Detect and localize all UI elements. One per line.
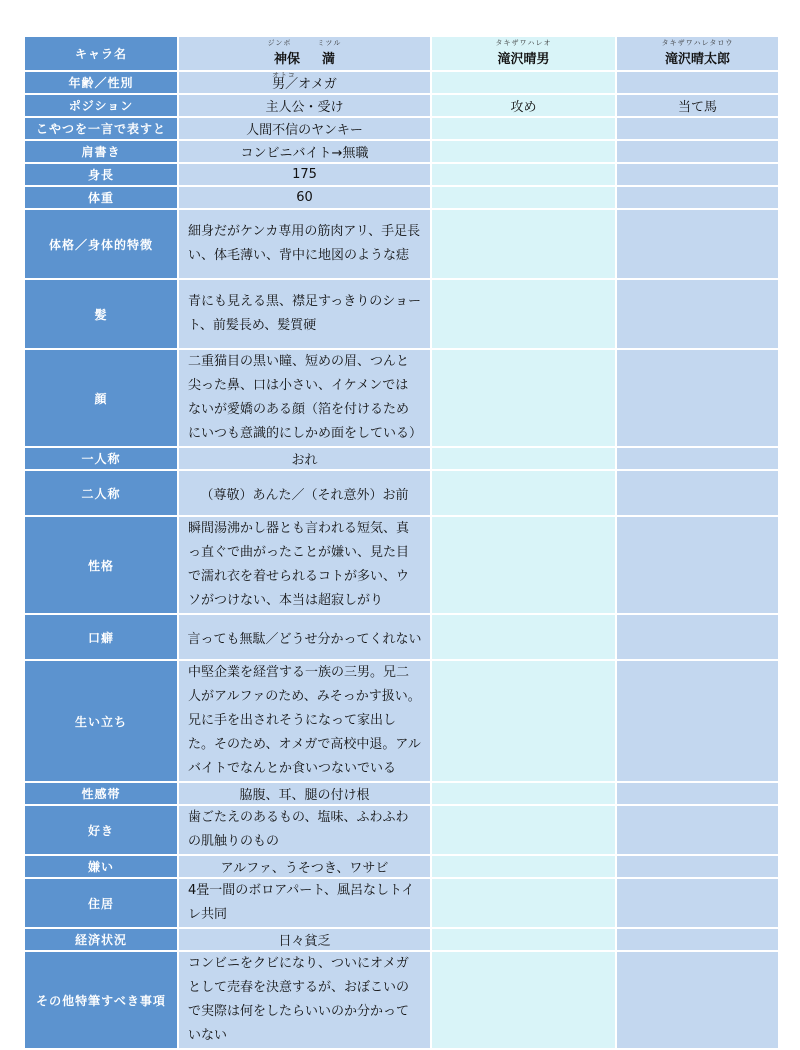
character-3-value	[617, 661, 778, 781]
row-label: 嫌い	[25, 856, 177, 877]
character-2-value	[432, 187, 615, 208]
character-2-value	[432, 210, 615, 278]
character-2-value	[432, 164, 615, 185]
character-3-value	[617, 856, 778, 877]
character-3-value	[617, 952, 778, 1048]
row-personality	[25, 517, 778, 613]
character-2-name: 滝沢晴男	[497, 52, 550, 67]
row-label: 口癖	[25, 615, 177, 659]
character-3-name: 滝沢晴太郎	[664, 52, 730, 67]
character-1-value: 細身だがケンカ専用の筋肉アリ、手足長い、体毛薄い、背中に地図のような痣	[179, 210, 430, 278]
row-likes	[25, 806, 778, 854]
row-label: 体格／身体的特徴	[25, 210, 177, 278]
character-2-value	[432, 615, 615, 659]
character-1-value: 瞬間湯沸かし器とも言われる短気、真っ直ぐで曲がったことが嫌い、見た目で濡れ衣を着せられるコトが多い、ウソがつけない、本当は超寂しがり	[179, 517, 430, 613]
row-character-name	[25, 37, 778, 70]
character-1-value: 4畳一間のボロアパート、風呂なしトイレ共同	[179, 879, 430, 927]
row-label: 性感帯	[25, 783, 177, 804]
character-2-value	[432, 806, 615, 854]
character-2-value	[432, 952, 615, 1048]
character-3-value	[617, 118, 778, 139]
row-label: 生い立ち	[25, 661, 177, 781]
row-label: 一人称	[25, 448, 177, 469]
row-finances	[25, 929, 778, 950]
row-height	[25, 164, 778, 185]
row-label: 経済状況	[25, 929, 177, 950]
character-3-value	[617, 141, 778, 162]
character-3-value	[617, 929, 778, 950]
row-position	[25, 95, 778, 116]
character-1-value: コンビニをクビになり、ついにオメガとして売春を決意するが、おぼこいので実際は何をしたらいいのか分かっていない	[179, 952, 430, 1048]
row-dislikes	[25, 856, 778, 877]
row-catchphrase	[25, 615, 778, 659]
row-label: 体重	[25, 187, 177, 208]
character-1-value: 主人公・受け	[179, 95, 430, 116]
character-2-value	[432, 783, 615, 804]
row-label: キャラ名	[25, 37, 177, 70]
gender-ruby: オトコ	[272, 72, 296, 79]
row-one-word	[25, 118, 778, 139]
row-label: 住居	[25, 879, 177, 927]
row-label: 性格	[25, 517, 177, 613]
character-1-ruby-given: ミツル	[317, 39, 342, 47]
character-1-value: 日々貧乏	[179, 929, 430, 950]
character-3-value: 当て馬	[617, 95, 778, 116]
character-1-name-cell	[179, 37, 430, 70]
character-1-value: （尊敬）あんた／（それ意外）お前	[179, 471, 430, 515]
character-2-value	[432, 280, 615, 348]
character-1-value: 青にも見える黒、襟足すっきりのショート、前髪長め、髪質硬	[179, 280, 430, 348]
character-1-value: 中堅企業を経営する一族の三男。兄二人がアルファのため、みそっかす扱い。兄に手を出されそうになって家出した。そのため、オメガで高校中退。アルバイトでなんとか食いつないでいる	[179, 661, 430, 781]
row-title	[25, 141, 778, 162]
character-3-value	[617, 280, 778, 348]
row-label: 好き	[25, 806, 177, 854]
character-1-value: 脇腹、耳、腿の付け根	[179, 783, 430, 804]
row-face	[25, 350, 778, 446]
character-3-value	[617, 783, 778, 804]
row-second-person	[25, 471, 778, 515]
character-3-name-cell	[617, 37, 778, 70]
row-hair	[25, 280, 778, 348]
character-1-value: アルファ、うそつき、ワサビ	[179, 856, 430, 877]
character-2-ruby: タキザワハレオ	[495, 39, 552, 47]
row-label: 身長	[25, 164, 177, 185]
character-3-value	[617, 471, 778, 515]
character-2-value	[432, 118, 615, 139]
character-3-value	[617, 72, 778, 93]
character-1-given-name: 満	[322, 52, 336, 67]
character-1-value: おれ	[179, 448, 430, 469]
character-3-value	[617, 210, 778, 278]
character-2-value: 攻め	[432, 95, 615, 116]
character-1-value: コンビニバイト→無職	[179, 141, 430, 162]
character-3-value	[617, 187, 778, 208]
character-2-value	[432, 72, 615, 93]
character-3-value	[617, 350, 778, 446]
character-3-value	[617, 448, 778, 469]
character-1-value: 言っても無駄／どうせ分かってくれない	[179, 615, 430, 659]
character-3-ruby: タキザワハレタロウ	[661, 39, 734, 47]
character-2-value	[432, 448, 615, 469]
row-physique	[25, 210, 778, 278]
row-label: その他特筆すべき事項	[25, 952, 177, 1048]
character-2-value	[432, 879, 615, 927]
age-gender-value: 男／オメガ	[272, 77, 337, 92]
character-3-value	[617, 517, 778, 613]
character-2-value	[432, 350, 615, 446]
character-3-value	[617, 806, 778, 854]
character-1-family-name: 神保	[273, 52, 300, 67]
row-first-person	[25, 448, 778, 469]
character-2-value	[432, 661, 615, 781]
character-2-value	[432, 856, 615, 877]
character-2-value	[432, 141, 615, 162]
character-2-name-cell	[432, 37, 615, 70]
row-other-notes	[25, 952, 778, 1048]
row-background	[25, 661, 778, 781]
character-1-value: 60	[179, 187, 430, 208]
character-2-value	[432, 517, 615, 613]
character-sheet-table	[23, 35, 780, 1050]
character-1-value: 二重猫目の黒い瞳、短めの眉、つんと尖った鼻、口は小さい、イケメンではないが愛嬌のある顔（箔を付けるためにいつも意識的にしかめ面をしている）	[179, 350, 430, 446]
row-label: こやつを一言で表すと	[25, 118, 177, 139]
character-3-value	[617, 615, 778, 659]
row-label: 二人称	[25, 471, 177, 515]
row-label: 髪	[25, 280, 177, 348]
character-1-ruby-family: ジンボ	[267, 39, 292, 47]
row-weight	[25, 187, 778, 208]
character-1-value: 人間不信のヤンキー	[179, 118, 430, 139]
character-1-value	[179, 72, 430, 93]
character-3-value	[617, 164, 778, 185]
row-label: 顔	[25, 350, 177, 446]
row-label: ポジション	[25, 95, 177, 116]
character-2-value	[432, 471, 615, 515]
character-3-value	[617, 879, 778, 927]
row-label: 年齢／性別	[25, 72, 177, 93]
character-1-value: 175	[179, 164, 430, 185]
row-label: 肩書き	[25, 141, 177, 162]
character-1-value: 歯ごたえのあるもの、塩味、ふわふわの肌触りのもの	[179, 806, 430, 854]
row-erogenous-zones	[25, 783, 778, 804]
character-2-value	[432, 929, 615, 950]
row-age-gender	[25, 72, 778, 93]
row-residence	[25, 879, 778, 927]
